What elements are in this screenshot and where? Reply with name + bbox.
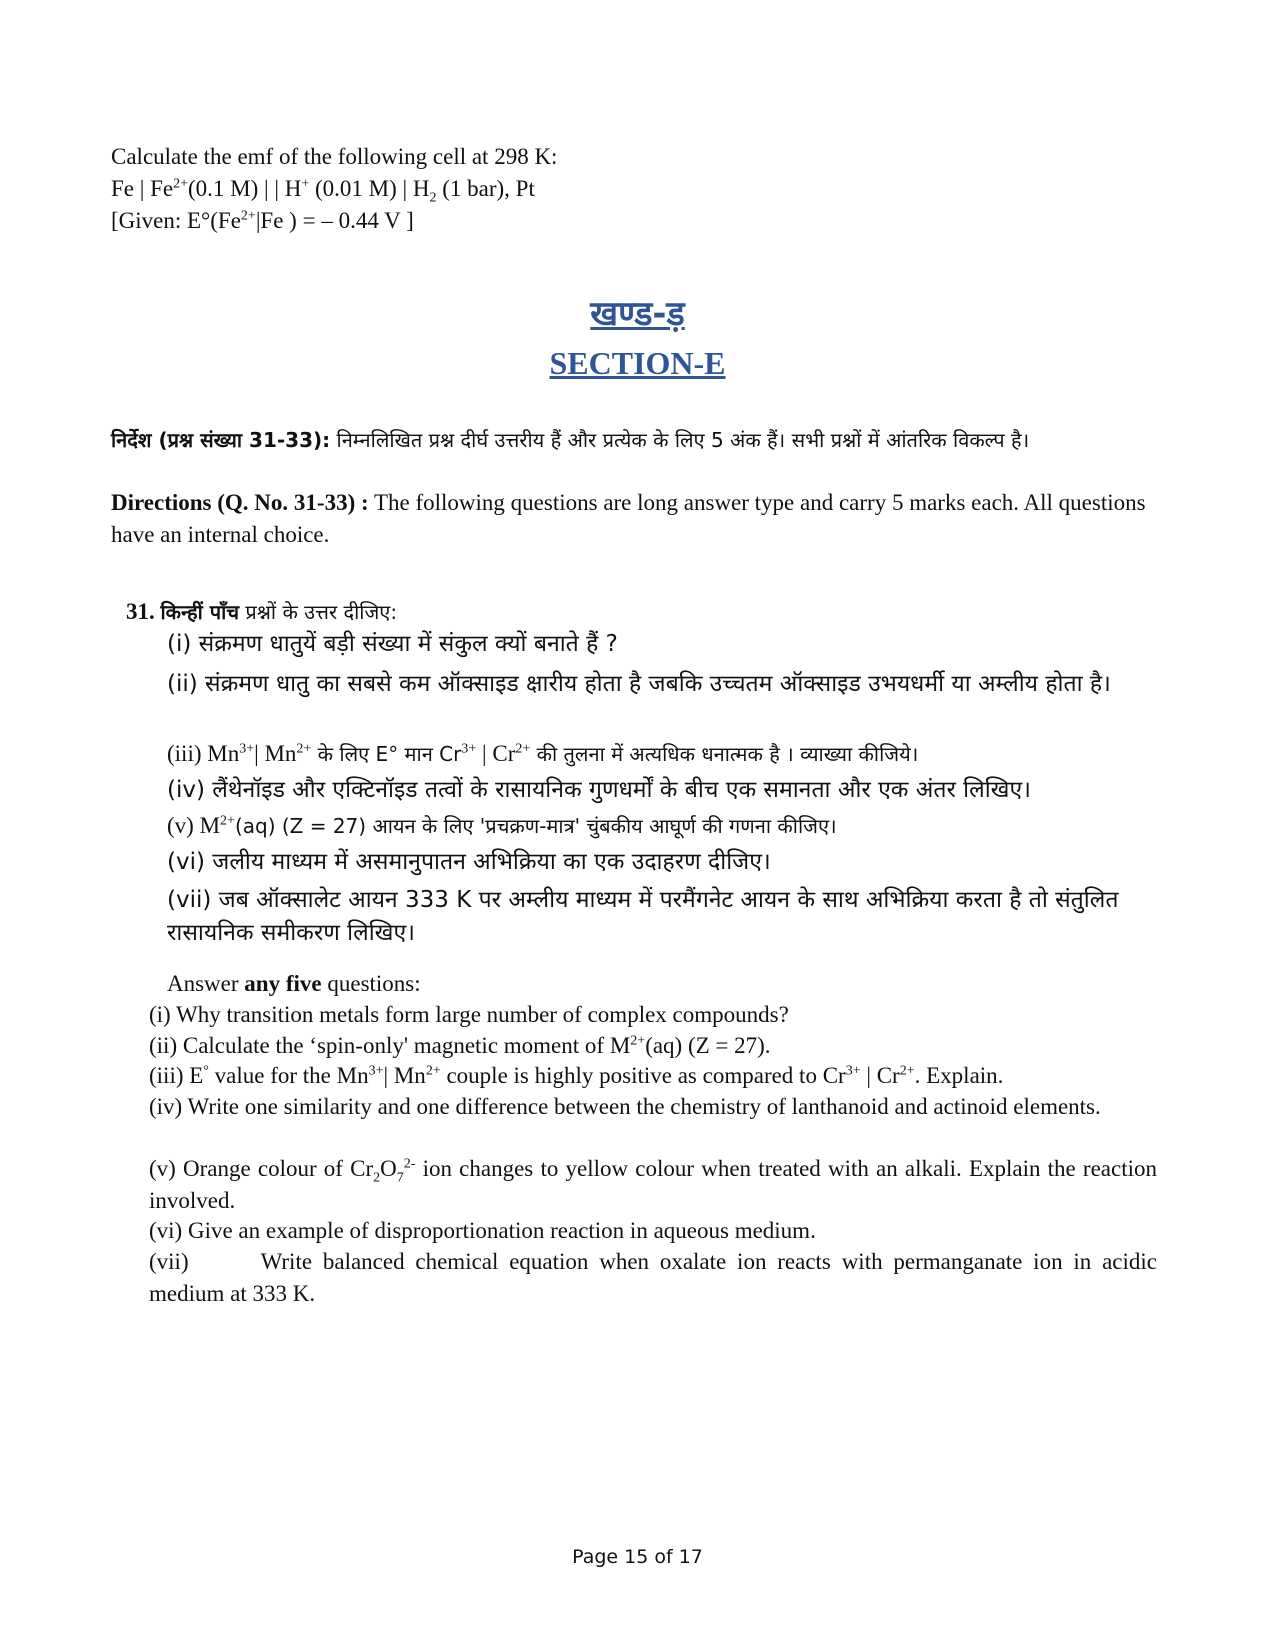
- cell-part: (1 bar), Pt: [436, 176, 535, 201]
- section-title-english: SECTION-E: [549, 345, 726, 381]
- directions-english-label: Directions (Q. No. 31-33) :: [111, 490, 369, 515]
- lead-part: questions:: [321, 971, 421, 996]
- hindi-item-iii: [167, 738, 1157, 770]
- emf-question: [111, 141, 1161, 237]
- item-part: (iii) Mn: [167, 741, 240, 766]
- hindi-item-iv: (iv) लैंथेनॉइड और एक्टिनॉइड तत्वों के रासायनिक गुणधर्मों के बीच एक समानता और एक अंतर लिखिए।: [167, 777, 1031, 803]
- superscript: 2+: [899, 1063, 915, 1079]
- item-part: couple is highly positive as compared to Cr: [440, 1063, 846, 1088]
- superscript: 2+: [425, 1063, 441, 1079]
- lead-part: Answer: [167, 971, 245, 996]
- cell-notation: [111, 173, 1161, 205]
- directions-hindi-label: निर्देश (प्रश्न संख्या 31-33):: [111, 428, 331, 452]
- superscript: 2+: [173, 176, 189, 192]
- directions-hindi: [111, 424, 1161, 456]
- hindi-item-ii: (ii) संक्रमण धातु का सबसे कम ऑक्साइड क्षारीय होता है जबकि उच्चतम ऑक्साइड उभयधर्मी या अम्लीय होता है।: [167, 671, 1111, 697]
- item-part: ion changes to yellow colour when treated with an alkali. Explain the reaction involved.: [149, 1156, 1158, 1213]
- english-item-i: (i) Why transition metals form large number of complex compounds?: [149, 1002, 789, 1027]
- lead-bold: any five: [244, 971, 322, 996]
- item-part: (v) Orange colour of Cr: [149, 1156, 374, 1181]
- subscript: 7: [396, 1170, 404, 1186]
- superscript: 3+: [239, 741, 255, 757]
- superscript: 2+: [220, 813, 235, 829]
- superscript: 3+: [368, 1063, 384, 1079]
- directions-english: [111, 487, 1161, 551]
- section-title-hindi: खण्ड-ड़: [590, 294, 685, 334]
- superscript: °: [203, 1063, 209, 1079]
- subscript: 2: [429, 190, 437, 206]
- superscript: 2+: [296, 741, 312, 757]
- item-part: (iii) E: [149, 1063, 204, 1088]
- superscript: 3+: [461, 741, 477, 757]
- page-number: Page 15 of 17: [572, 1546, 703, 1568]
- hindi-item-v: [167, 810, 1157, 842]
- item-part: | Mn: [254, 741, 297, 766]
- item-part: | Mn: [383, 1063, 426, 1088]
- item-number: (vii): [149, 1249, 189, 1274]
- item-part: (aq) (Z = 27) आयन के लिए 'प्रचक्रण-मात्र' चुंबकीय आघूर्ण की गणना कीजिए।: [234, 814, 837, 838]
- item-part: O: [380, 1156, 397, 1181]
- item-part: (v) M: [167, 813, 221, 838]
- question-31-hindi-heading: [126, 596, 397, 628]
- superscript: +: [301, 176, 310, 192]
- cell-part: (0.01 M) | H: [309, 176, 430, 201]
- cell-part: Fe | Fe: [111, 176, 174, 201]
- given-value: [111, 205, 1161, 237]
- hindi-item-vii: (vii) जब ऑक्सालेट आयन 333 K पर अम्लीय माध्यम में परमैंगनेट आयन के साथ अभिक्रिया करता है तो संतुलित रासायनिक समीकरण लिखिए।: [167, 887, 1119, 946]
- item-part: (aq) (Z = 27).: [645, 1033, 771, 1058]
- question-31-hindi-rest: प्रश्नों के उत्तर दीजिए:: [239, 600, 398, 624]
- item-part: के लिए E° मान Cr: [311, 742, 462, 766]
- english-lead: [167, 968, 1157, 1000]
- question-number: 31.: [126, 599, 155, 624]
- english-item-v: [149, 1153, 1157, 1217]
- hindi-item-vi: (vi) जलीय माध्यम में असमानुपातन अभिक्रिया का एक उदाहरण दीजिए।: [167, 849, 771, 875]
- english-item-iv: (iv) Write one similarity and one difference between the chemistry of lanthanoid and actinoid elements.: [149, 1094, 1101, 1119]
- superscript: 2+: [240, 208, 256, 224]
- item-part: . Explain.: [914, 1063, 1004, 1088]
- item-part: value for the Mn: [208, 1063, 369, 1088]
- superscript: 3+: [845, 1063, 861, 1079]
- item-part: | Cr: [476, 741, 516, 766]
- superscript: 2+: [630, 1033, 646, 1049]
- english-item-vi: (vi) Give an example of disproportionation reaction in aqueous medium.: [149, 1218, 816, 1243]
- superscript: 2+: [515, 741, 531, 757]
- item-text: Write balanced chemical equation when oxalate ion reacts with permanganate ion in acidic medium at 333 K.: [149, 1249, 1157, 1306]
- item-part: की तुलना में अत्यधिक धनात्मक है । व्याख्या कीजिये।: [530, 742, 919, 766]
- question-31-hindi-bold: किन्हीं पाँच: [160, 600, 240, 624]
- cell-part: (0.1 M) | | H: [188, 176, 302, 201]
- item-part: (ii) Calculate the ‘spin-only' magnetic moment of M: [149, 1033, 631, 1058]
- emf-question-line: Calculate the emf of the following cell at 298 K:: [111, 144, 558, 169]
- given-part: |Fe ) = – 0.44 V ]: [255, 208, 414, 233]
- given-part: [Given: E°(Fe: [111, 208, 241, 233]
- directions-english-text: The following questions are long answer type and carry 5 marks each. All questions have an internal choice.: [111, 490, 1146, 547]
- item-part: | Cr: [860, 1063, 900, 1088]
- superscript: 2-: [403, 1156, 416, 1172]
- subscript: 2: [373, 1170, 381, 1186]
- hindi-item-i: (i) संक्रमण धातुयें बड़ी संख्या में संकुल क्यों बनाते हैं ?: [167, 631, 618, 657]
- english-item-vii: [149, 1246, 1157, 1310]
- english-item-ii: [149, 1030, 1159, 1062]
- directions-hindi-text: निम्नलिखित प्रश्न दीर्घ उत्तरीय हैं और प्रत्येक के लिए 5 अंक हैं। सभी प्रश्नों में आंतरिक विकल्प है।: [330, 428, 1030, 452]
- english-item-iii: [149, 1060, 1159, 1092]
